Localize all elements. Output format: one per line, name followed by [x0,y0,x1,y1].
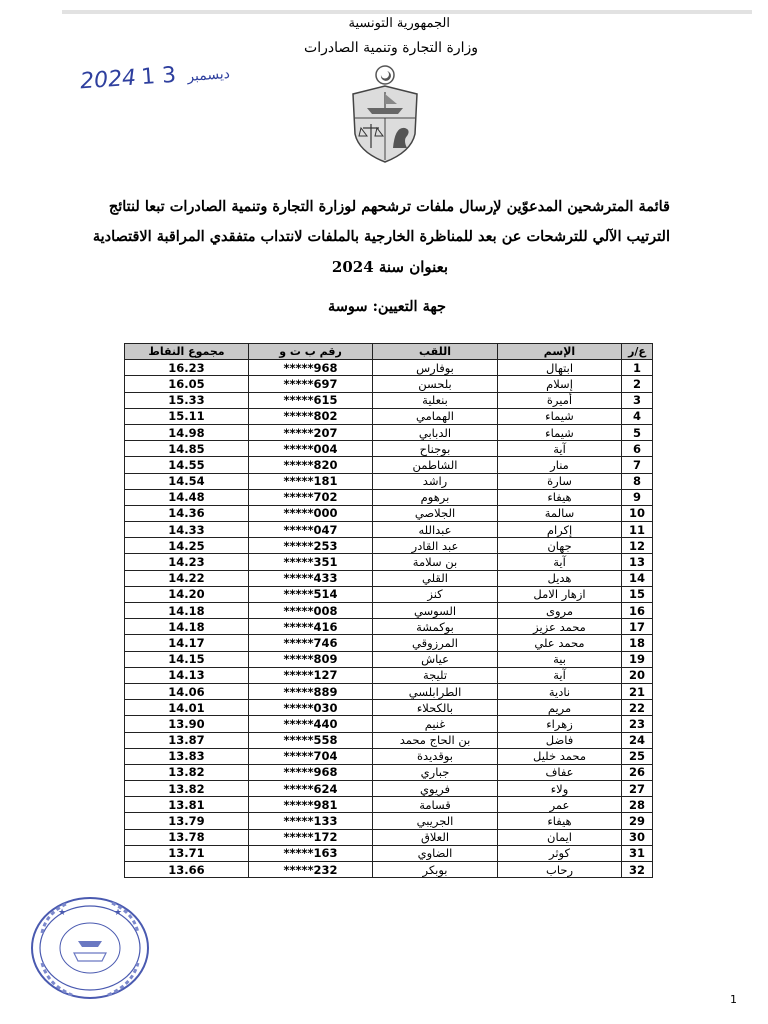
cell-rank: 17 [622,619,653,635]
cell-surname: الهمامي [373,408,498,424]
table-row [125,651,653,667]
cell-cin: *****704 [249,748,373,764]
cell-rank: 14 [622,570,653,586]
cell-surname: تليجة [373,667,498,683]
cell-rank: 2 [622,376,653,392]
cell-surname: الجلاصي [373,505,498,521]
cell-surname: كنز [373,586,498,602]
cell-cin: *****232 [249,862,373,878]
cell-score: 13.87 [125,732,249,748]
table-row [125,408,653,424]
cell-cin: *****802 [249,408,373,424]
table-row [125,764,653,780]
table-row [125,522,653,538]
cell-score: 14.54 [125,473,249,489]
cell-rank: 23 [622,716,653,732]
cell-name: سارة [498,473,622,489]
assignment-region: جهة التعيين: سوسة [327,298,446,315]
cell-surname: المرزوقي [373,635,498,651]
cell-score: 15.11 [125,408,249,424]
cell-surname: فريوي [373,781,498,797]
cell-surname: السوسي [373,603,498,619]
cell-name: شيماء [498,408,622,424]
cell-score: 13.71 [125,845,249,861]
cell-surname: الجريبي [373,813,498,829]
cell-surname: بوقديدة [373,748,498,764]
cell-name: إكرام [498,522,622,538]
cell-score: 16.23 [125,360,249,376]
cell-rank: 4 [622,408,653,424]
cell-surname: عياش [373,651,498,667]
cell-cin: *****000 [249,505,373,521]
cell-rank: 15 [622,586,653,602]
cell-rank: 32 [622,862,653,878]
cell-rank: 7 [622,457,653,473]
cell-surname: برهوم [373,489,498,505]
cell-surname: بالكحلاء [373,700,498,716]
scan-top-border [62,10,752,14]
cell-cin: *****181 [249,473,373,489]
header-surname: اللقب [373,344,498,360]
cell-rank: 25 [622,748,653,764]
cell-score: 15.33 [125,392,249,408]
cell-name: رحاب [498,862,622,878]
cell-name: عمر [498,797,622,813]
cell-rank: 6 [622,441,653,457]
cell-surname: الضاوي [373,845,498,861]
cell-cin: *****351 [249,554,373,570]
cell-score: 14.01 [125,700,249,716]
cell-rank: 11 [622,522,653,538]
document-title-year: بعنوان سنة 2024 [331,258,449,276]
cell-surname: راشد [373,473,498,489]
cell-rank: 3 [622,392,653,408]
table-row [125,376,653,392]
cell-score: 13.90 [125,716,249,732]
document-title-line-2: الترتيب الآلي للترشحات عن بعد للمناظرة الخارجية بالملفات لانتداب متفقدي المراقبة الاقتصادية [92,228,670,245]
cell-surname: الطرابلسي [373,683,498,699]
cell-rank: 19 [622,651,653,667]
cell-name: هيفاء [498,813,622,829]
cell-cin: *****624 [249,781,373,797]
page-number: 1 [730,993,737,1006]
cell-name: عفاف [498,764,622,780]
cell-score: 13.79 [125,813,249,829]
cell-name: ابتهال [498,360,622,376]
cell-surname: بنعلية [373,392,498,408]
cell-name: محمد علي [498,635,622,651]
cell-rank: 9 [622,489,653,505]
cell-name: آية [498,554,622,570]
cell-surname: الدبابي [373,424,498,440]
table-row [125,489,653,505]
cell-cin: *****615 [249,392,373,408]
table-row [125,700,653,716]
cell-surname: بلحسن [373,376,498,392]
cell-cin: *****968 [249,764,373,780]
cell-score: 14.18 [125,619,249,635]
cell-surname: جباري [373,764,498,780]
cell-score: 14.17 [125,635,249,651]
cell-surname: غنيم [373,716,498,732]
table-row [125,360,653,376]
candidates-table [124,343,653,878]
cell-name: سالمة [498,505,622,521]
cell-cin: *****889 [249,683,373,699]
cell-cin: *****207 [249,424,373,440]
table-row [125,797,653,813]
cell-rank: 1 [622,360,653,376]
cell-score: 13.83 [125,748,249,764]
republic-heading: الجمهورية التونسية [348,16,450,31]
cell-name: مروى [498,603,622,619]
cell-surname: بن سلامة [373,554,498,570]
cell-score: 13.78 [125,829,249,845]
cell-score: 14.18 [125,603,249,619]
cell-surname: بوفارس [373,360,498,376]
cell-name: زهراء [498,716,622,732]
cell-score: 14.85 [125,441,249,457]
table-header-row [125,344,653,360]
cell-rank: 12 [622,538,653,554]
table-row [125,424,653,440]
cell-rank: 16 [622,603,653,619]
cell-score: 14.13 [125,667,249,683]
cell-cin: *****820 [249,457,373,473]
cell-surname: الشاطمن [373,457,498,473]
cell-name: آية [498,441,622,457]
cell-name: محمد عزيز [498,619,622,635]
cell-surname: بوجناح [373,441,498,457]
table-row [125,603,653,619]
cell-cin: *****004 [249,441,373,457]
svg-text:★: ★ [58,908,67,918]
cell-name: نادية [498,683,622,699]
table-row [125,748,653,764]
cell-score: 13.81 [125,797,249,813]
ministry-heading: وزارة التجارة وتنمية الصادرات [304,40,478,56]
table-row [125,505,653,521]
header-cin: رقم ب ت و [249,344,373,360]
cell-rank: 31 [622,845,653,861]
cell-name: أميرة [498,392,622,408]
cell-cin: *****030 [249,700,373,716]
table-row [125,667,653,683]
cell-rank: 24 [622,732,653,748]
cell-score: 14.23 [125,554,249,570]
table-row [125,554,653,570]
cell-name: منار [498,457,622,473]
cell-score: 14.48 [125,489,249,505]
cell-cin: *****968 [249,360,373,376]
cell-rank: 8 [622,473,653,489]
cell-surname: قسامة [373,797,498,813]
table-row [125,619,653,635]
cell-surname: بوكمشة [373,619,498,635]
cell-cin: *****981 [249,797,373,813]
cell-name: محمد خليل [498,748,622,764]
table-row [125,635,653,651]
document-title-line-1: قائمة المترشحين المدعوّين لإرسال ملفات ترشحهم لوزارة التجارة وتنمية الصادرات تبعا لنتائج [108,198,670,215]
table-row [125,473,653,489]
cell-score: 14.15 [125,651,249,667]
cell-name: ولاء [498,781,622,797]
cell-name: هديل [498,570,622,586]
header-name: الإسم [498,344,622,360]
cell-score: 14.06 [125,683,249,699]
date-stamp-month: ديسمبر [186,65,231,85]
table-row [125,732,653,748]
cell-surname: القلي [373,570,498,586]
cell-surname: عبد القادر [373,538,498,554]
svg-text:★: ★ [114,908,123,918]
table-row [125,538,653,554]
cell-cin: *****697 [249,376,373,392]
cell-score: 14.33 [125,522,249,538]
cell-cin: *****433 [249,570,373,586]
cell-rank: 28 [622,797,653,813]
cell-rank: 21 [622,683,653,699]
cell-score: 13.66 [125,862,249,878]
table-row [125,683,653,699]
cell-cin: *****253 [249,538,373,554]
table-row [125,716,653,732]
cell-rank: 10 [622,505,653,521]
header-score: مجموع النقاط [125,344,249,360]
cell-cin: *****163 [249,845,373,861]
table-row [125,829,653,845]
cell-cin: *****514 [249,586,373,602]
cell-rank: 27 [622,781,653,797]
table-row [125,813,653,829]
cell-cin: *****416 [249,619,373,635]
table-row [125,457,653,473]
table-row [125,570,653,586]
cell-score: 14.36 [125,505,249,521]
cell-surname: العلاق [373,829,498,845]
cell-cin: *****702 [249,489,373,505]
cell-name: فاضل [498,732,622,748]
cell-cin: *****558 [249,732,373,748]
date-stamp [79,59,236,95]
cell-cin: *****008 [249,603,373,619]
cell-score: 14.20 [125,586,249,602]
cell-surname: عبدالله [373,522,498,538]
cell-score: 14.25 [125,538,249,554]
cell-score: 14.22 [125,570,249,586]
cell-score: 14.98 [125,424,249,440]
cell-rank: 18 [622,635,653,651]
table-row [125,845,653,861]
table-row [125,586,653,602]
cell-name: ايمان [498,829,622,845]
cell-name: شيماء [498,424,622,440]
cell-score: 14.55 [125,457,249,473]
cell-name: مريم [498,700,622,716]
cell-surname: بن الحاج محمد [373,732,498,748]
cell-score: 13.82 [125,781,249,797]
cell-name: إسلام [498,376,622,392]
date-stamp-day: 3 1 [140,62,177,91]
tunisia-coat-of-arms-icon [345,64,425,164]
cell-cin: *****809 [249,651,373,667]
cell-name: آية [498,667,622,683]
cell-rank: 5 [622,424,653,440]
cell-rank: 26 [622,764,653,780]
cell-cin: *****133 [249,813,373,829]
cell-score: 13.82 [125,764,249,780]
cell-name: كوثر [498,845,622,861]
cell-rank: 13 [622,554,653,570]
cell-cin: *****746 [249,635,373,651]
cell-surname: بوبكر [373,862,498,878]
cell-cin: *****440 [249,716,373,732]
cell-score: 16.05 [125,376,249,392]
cell-cin: *****172 [249,829,373,845]
cell-cin: *****127 [249,667,373,683]
cell-name: جهان [498,538,622,554]
ministry-seal-icon [28,893,152,1003]
table-row [125,441,653,457]
table-row [125,781,653,797]
cell-rank: 20 [622,667,653,683]
cell-rank: 30 [622,829,653,845]
header-rank: ع/ر [622,344,653,360]
cell-cin: *****047 [249,522,373,538]
table-row [125,862,653,878]
cell-rank: 29 [622,813,653,829]
date-stamp-year: 2024 [79,65,137,95]
cell-rank: 22 [622,700,653,716]
cell-name: هيفاء [498,489,622,505]
cell-name: بية [498,651,622,667]
cell-name: ازهار الامل [498,586,622,602]
table-row [125,392,653,408]
